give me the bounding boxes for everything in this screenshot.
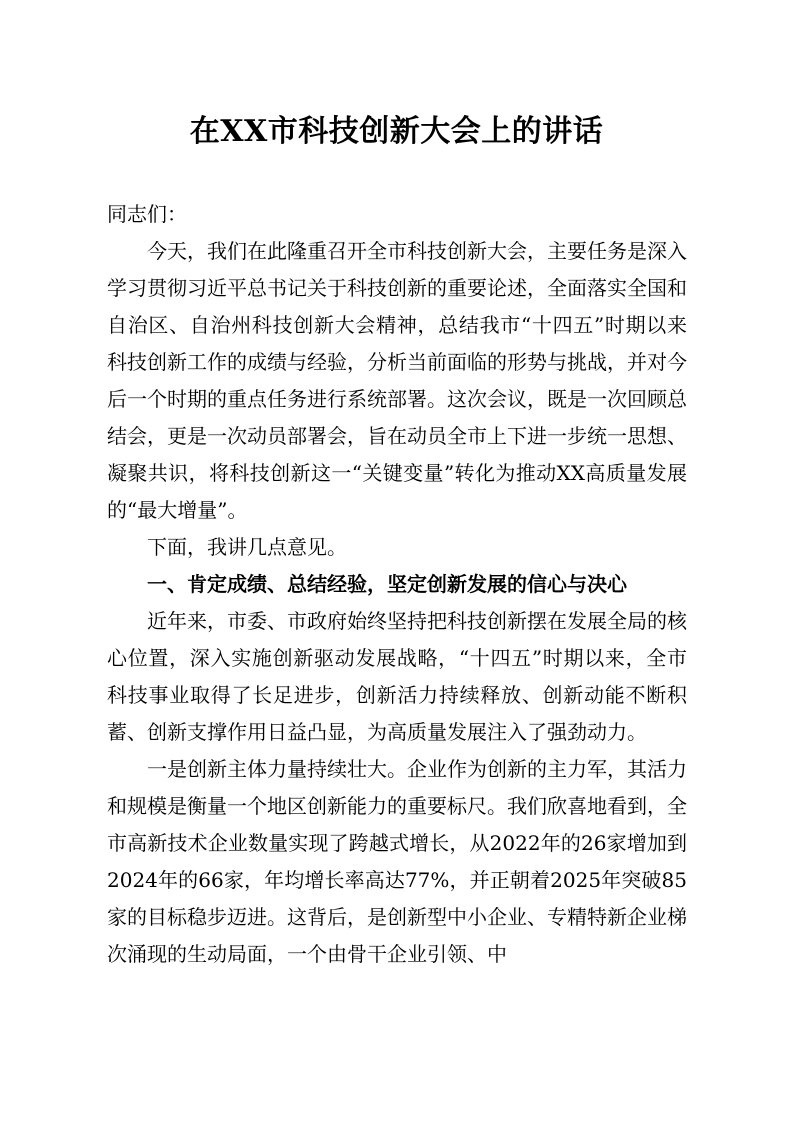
section-heading: 一、肯定成绩、总结经验，坚定创新发展的信心与决心 [147, 572, 627, 596]
section-paragraph: 近年来，市委、市政府始终坚持把科技创新摆在发展全局的核心位置，深入实施创新驱动发展战略，“十四五”时期以来，全市科技事业取得了长足进步，创新活力持续释放、创新动能不断积蓄、创新支撑作用日益凸显，为高质量发展注入了强劲动力。 [107, 609, 687, 744]
document-body [107, 196, 687, 973]
salutation: 同志们： [107, 202, 187, 226]
transition-paragraph: 下面，我讲几点意见。 [147, 535, 347, 559]
section-paragraph: 一是创新主体力量持续壮大。企业作为创新的主力军，其活力和规模是衡量一个地区创新能力的重要标尺。我们欣喜地看到，全市高新技术企业数量实现了跨越式增长，从2022年的26家增加到2024年的66家，年均增长率高达77%，并正朝着2025年突破85家的目标稳步迈进。这背后，是创新型中小企业、专精特新企业梯次涌现的生动局面，一个由骨干企业引领、中 [107, 757, 687, 966]
intro-paragraph: 今天，我们在此隆重召开全市科技创新大会，主要任务是深入学习贯彻习近平总书记关于科技创新的重要论述，全面落实全国和自治区、自治州科技创新大会精神，总结我市“十四五”时期以来科技创新工作的成绩与经验，分析当前面临的形势与挑战，并对今后一个时期的重点任务进行系统部署。这次会议，既是一次回顾总结会，更是一次动员部署会，旨在动员全市上下进一步统一思想、凝聚共识，将科技创新这一“关键变量”转化为推动XX高质量发展的“最大增量”。 [107, 239, 687, 522]
document-title: 在XX市科技创新大会上的讲话 [189, 114, 604, 149]
